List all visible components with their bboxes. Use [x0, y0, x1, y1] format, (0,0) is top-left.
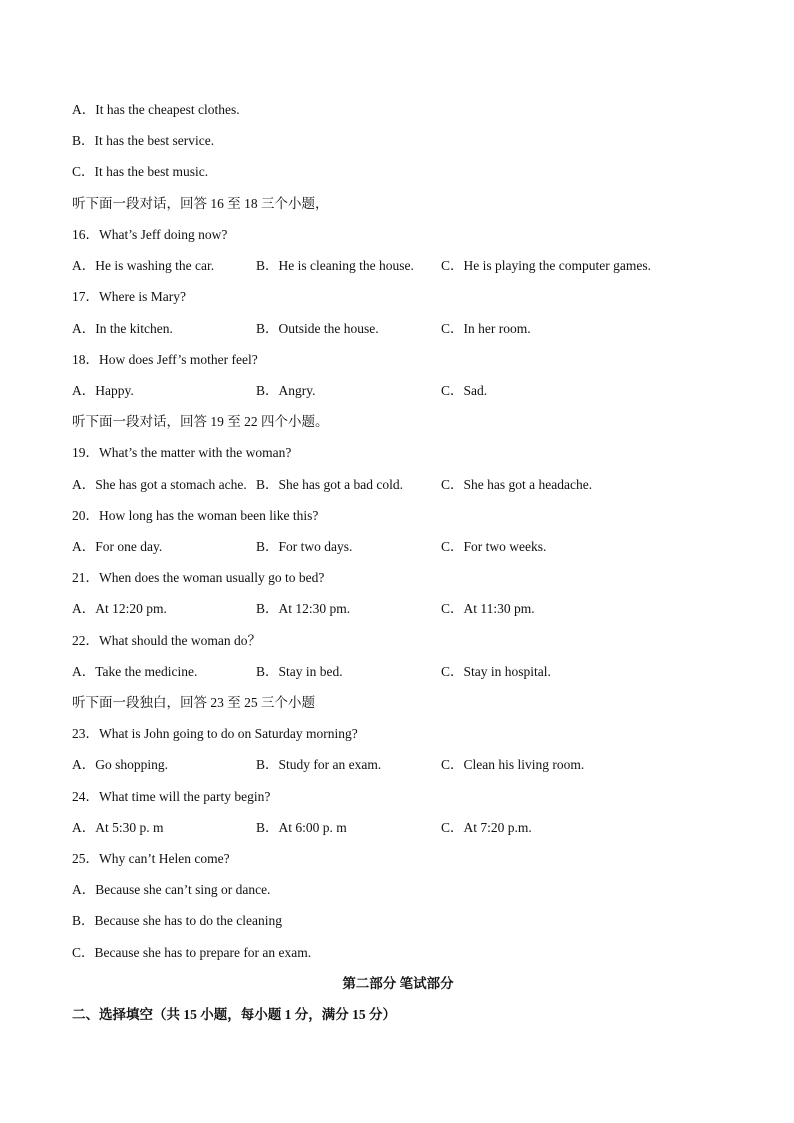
q15-option-b: B．It has the best service. — [72, 133, 215, 148]
q16-option-a: A．He is washing the car. — [72, 258, 215, 273]
q20-option-b: B．For two days. — [256, 539, 353, 554]
question-22: 22．What should the woman do？ — [72, 633, 261, 648]
q25-option-b: B．Because she has to do the cleaning — [72, 913, 282, 928]
q17-option-b: B．Outside the house. — [256, 321, 379, 336]
question-21: 21．When does the woman usually go to bed? — [72, 570, 325, 585]
q23-option-c: C．Clean his living room. — [441, 757, 585, 772]
q18-option-b: B．Angry. — [256, 383, 316, 398]
question-16: 16．What’s Jeff doing now? — [72, 227, 228, 242]
q24-option-b: B．At 6:00 p. m — [256, 820, 347, 835]
q18-option-a: A．Happy. — [72, 383, 134, 398]
q15-option-a: A．It has the cheapest clothes. — [72, 102, 240, 117]
q20-option-a: A．For one day. — [72, 539, 163, 554]
instruction-16-18: 听下面一段对话，回答 16 至 18 三个小题， — [72, 196, 329, 211]
q22-option-c: C．Stay in hospital. — [441, 664, 551, 679]
q21-option-b: B．At 12:30 pm. — [256, 601, 351, 616]
q19-option-c: C．She has got a headache. — [441, 477, 593, 492]
question-19: 19．What’s the matter with the woman? — [72, 445, 292, 460]
q22-option-b: B．Stay in bed. — [256, 664, 343, 679]
q22-option-a: A．Take the medicine. — [72, 664, 198, 679]
q25-option-a: A．Because she can’t sing or dance. — [72, 882, 271, 897]
q17-option-a: A．In the kitchen. — [72, 321, 173, 336]
q23-option-b: B．Study for an exam. — [256, 757, 382, 772]
q15-option-c: C．It has the best music. — [72, 164, 209, 179]
question-18: 18．How does Jeff’s mother feel? — [72, 352, 258, 367]
section-two-title: 二、选择填空（共 15 小题，每小题 1 分，满分 15 分） — [72, 1007, 396, 1022]
q23-option-a: A．Go shopping. — [72, 757, 169, 772]
q24-option-c: C．At 7:20 p.m. — [441, 820, 532, 835]
q19-option-b: B．She has got a bad cold. — [256, 477, 403, 492]
question-23: 23．What is John going to do on Saturday morning? — [72, 726, 358, 741]
instruction-19-22: 听下面一段对话，回答 19 至 22 四个小题。 — [72, 414, 329, 429]
q16-option-b: B．He is cleaning the house. — [256, 258, 414, 273]
part-two-title: 第二部分 笔试部分 — [342, 976, 454, 991]
q16-option-c: C．He is playing the computer games. — [441, 258, 651, 273]
question-20: 20．How long has the woman been like this? — [72, 508, 319, 523]
q21-option-c: C．At 11:30 pm. — [441, 601, 535, 616]
q19-option-a: A．She has got a stomach ache. — [72, 477, 247, 492]
q18-option-c: C．Sad. — [441, 383, 488, 398]
q24-option-a: A．At 5:30 p. m — [72, 820, 164, 835]
q17-option-c: C．In her room. — [441, 321, 531, 336]
q25-option-c: C．Because she has to prepare for an exam. — [72, 945, 312, 960]
instruction-23-25: 听下面一段独白，回答 23 至 25 三个小题 — [72, 695, 315, 710]
question-25: 25．Why can’t Helen come? — [72, 851, 230, 866]
q21-option-a: A．At 12:20 pm. — [72, 601, 167, 616]
question-17: 17．Where is Mary? — [72, 289, 186, 304]
question-24: 24．What time will the party begin? — [72, 789, 271, 804]
q20-option-c: C．For two weeks. — [441, 539, 547, 554]
